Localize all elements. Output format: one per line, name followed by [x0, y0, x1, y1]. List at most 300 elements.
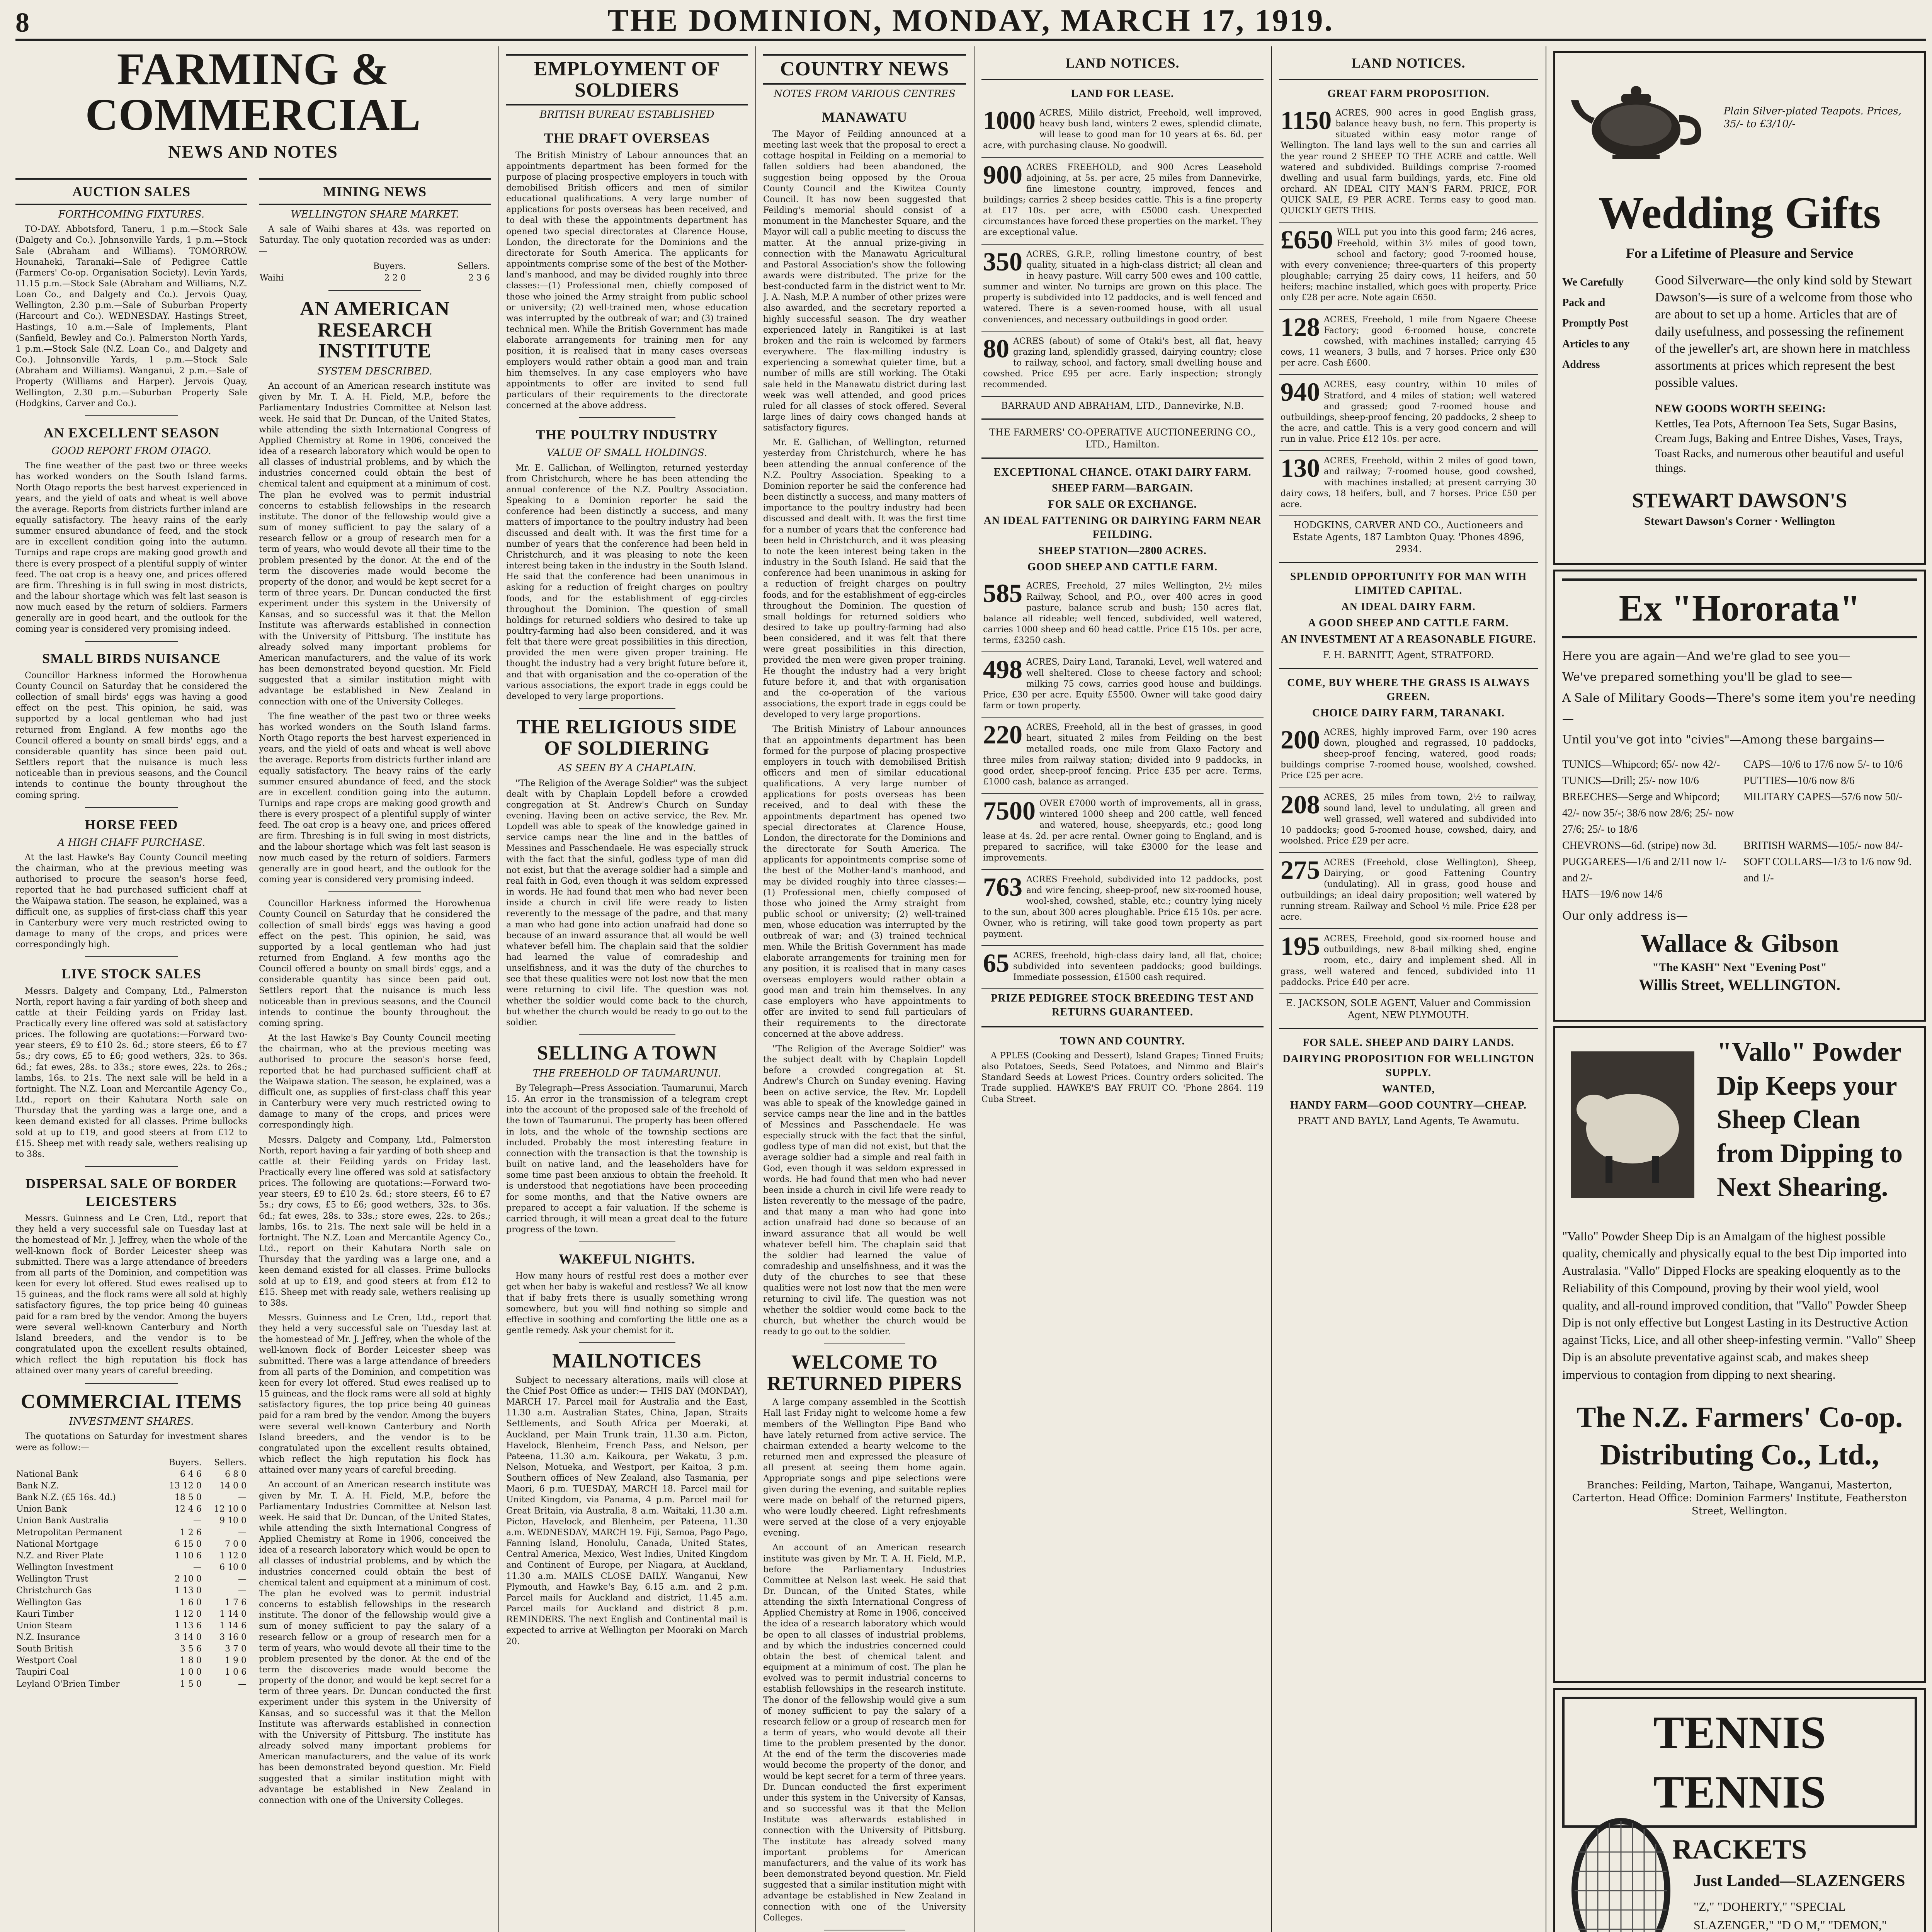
horse-body-cont: At the last Hawke's Bay County Council meeting the chairman, who at the previous meeting was authorised to procure the season's horse feed, reported that he had purchased sufficient chaff at the Waipawa station. The season, he explained, was a difficult one, as supplies of first-class chaff this year in Canterbury were very much restricted owing to damage to many of the crops, and prices were correspondingly high.: [259, 1033, 491, 1130]
share-price-cell: 2 10 0: [174, 1574, 202, 1584]
divider: [981, 418, 1264, 420]
share-price-cell: 3 5 6: [180, 1644, 202, 1654]
table-row: [15, 1469, 247, 1480]
land-ad-acreage: 200: [1281, 724, 1320, 754]
shares-header-cell: [15, 1457, 157, 1469]
divider: [85, 1166, 178, 1167]
share-price-cell: 6 10 0: [219, 1563, 247, 1573]
share-price-cell: —: [238, 1493, 247, 1503]
hororata-item: TUNICS—Whipcord; 65/- now 42/-: [1562, 758, 1720, 770]
land-ad-acreage: 585: [983, 578, 1022, 608]
hororata-title: Ex "Hororata": [1562, 578, 1917, 638]
hororata-item: BREECHES—Serge and Whipcord; 42/- now 35/-; 38/6 now 28/6; 25/- now 27/6; 25/- to 18/6: [1562, 791, 1734, 835]
manawatu-body-cont2: The British Ministry of Labour announces that an appointments department has been formed for the purpose of placing prospective employers in touch with demobilised British officers and men of similar educational qualifications. A very large number of applications for posts overseas has been received, and to deal with these the appointments department has opened two special directorates at Clarence House, London, the directorate for the Dominions and the directorate for South America. The applicants for appointments comprise some of the best of the Mother-land's manhood, and may be divided roughly into three classes:—(1) Professional men, chiefly composed of those who joined the Army straight from public school or university; (2) well-trained men, whose education was interrupted by the outbreak of war; and (3) trained technical men. While the British Government has made elaborate arrangements for training men for any position, it is realised that in many cases overseas employers would rather obtain a good man and train him themselves. In any case employers who have appointments to offer are invited to send full particulars of their requirements to the directorate concerned at the above address.: [763, 724, 966, 1039]
hororata-item-row: [1562, 838, 1917, 854]
tennis-models: "Z," "DOHERTY," "SPECIAL SLAZENGER," "D O M," "DEMON,": [1694, 1900, 1887, 1932]
share-price-cell: 1 12 0: [219, 1551, 247, 1561]
manawatu-body: The Mayor of Feilding announced at a meeting last week that the proposal to erect a cottage hospital in Feilding on a memorial to fallen soldiers had been abandoned, the suggestion being opposed by the Oroua County Council and the Kiwitea County Council. It has now been suggested that Feilding's memorial should consist of a monument in the Manchester Square, and the Mayor will call a public meeting to discuss the matter. At the annual prize-giving in connection with the Manawatu Agricultural and Pastoral Association's show the following awards were distributed. The prize for the best-conducted farm in the district went to Mr. J. A. Nash, M.P. A number of other prizes were also awarded, and the secretary reported a highly successful season. The dry weather experienced lately in Rangitikei is at last broken and the rain is welcomed by farmers everywhere. The flax-milling industry is experiencing a somewhat quieter time, but a number of mills are still working. The Otaki sale held in the Manawatu district during last week was well attended, and good prices ruled for all classes of stock offered. Several large lines of dairy cows changed hands at satisfactory figures.: [763, 129, 966, 433]
section-subtitle: NEWS AND NOTES: [168, 142, 338, 162]
divider: [1279, 668, 1538, 669]
divider: [1279, 562, 1538, 563]
land-ad-acreage: 220: [983, 720, 1022, 750]
divider: [328, 290, 421, 291]
table-row: [259, 261, 491, 272]
religious-kicker: AS SEEN BY A CHAPLAIN.: [558, 762, 696, 774]
wedding-sidebar-line: Pack and: [1562, 297, 1605, 309]
share-name-cell: South British: [16, 1644, 73, 1654]
hororata-item: CHEVRONS—6d. (stripe) now 3d.: [1562, 839, 1716, 852]
share-price-cell: 1 5 0: [180, 1679, 202, 1689]
land-ad: [981, 946, 1264, 989]
land-ad-body: ACRES, Freehold, good six-roomed house and outbuildings, new 8-bail milking shed, engine room, etc., dairy and implement shed. All in grass, well watered and fenced, subdivided into 11 paddocks. Price £40 per acre.: [1281, 934, 1536, 987]
display-ads-column: [1553, 46, 1926, 1932]
land-ads-group-d: [1279, 723, 1538, 994]
shares-header-row: [15, 1457, 247, 1469]
land-ad-acreage: 65: [983, 948, 1009, 978]
season-body: The fine weather of the past two or three weeks has worked wonders on the South Island farms. North Otago reports the best harvest experienced in years, and the yield of oats and wheat is well above the average. Reports from districts further inland are equally satisfactory. The heavy rains of the early summer ensured abundance of feed, and the stock are in excellent condition going into the autumn. Turnips and rape crops are making good growth and there is every prospect of a plentiful supply of winter feed. The oat crop is a heavy one, and prices offered are firm. Threshing is in full swing in most districts, and the labour shortage which was felt last season is now much eased by the return of soldiers. Farmers generally are in good heart, and the outlook for the coming year is considered very promising indeed.: [15, 461, 247, 634]
land-ad: [981, 652, 1264, 718]
employment-kicker: BRITISH BUREAU ESTABLISHED: [539, 109, 714, 121]
poultry-heading: THE POULTRY INDUSTRY: [536, 427, 718, 443]
land-ad-acreage: £650: [1281, 225, 1333, 255]
share-price-cell: 12 10 0: [214, 1504, 247, 1514]
mining-heading: MINING NEWS: [259, 178, 491, 205]
land-ad-acreage: 128: [1281, 312, 1320, 342]
wedding-sidebar-line: We Carefully: [1562, 276, 1624, 289]
vallo-ad: [1553, 1026, 1926, 1683]
american-heading: AN AMERICAN RESEARCH INSTITUTE: [300, 298, 450, 362]
divider: [85, 1383, 178, 1384]
land-ad-acreage: 940: [1281, 377, 1320, 407]
mining-kicker: WELLINGTON SHARE MARKET.: [291, 208, 459, 220]
farmers-branches: Branches: Feilding, Marton, Taihape, Wanganui, Masterton, Carterton. Head Office: Dominion Farmers' Institute, Featherston Street, Wellington.: [1572, 1480, 1907, 1517]
share-price-cell: Buyers.: [373, 261, 406, 271]
sheep-bargain-heading: SHEEP FARM—BARGAIN.: [1052, 482, 1193, 495]
farmers-coop-name: The N.Z. Farmers' Co-op. Distributing Co., Ltd.,: [1576, 1401, 1903, 1471]
wakeful-heading: WAKEFUL NIGHTS.: [558, 1251, 696, 1267]
poultry-kicker: VALUE OF SMALL HOLDINGS.: [546, 447, 707, 459]
share-price-cell: —: [238, 1586, 247, 1596]
land-ad-body: ACRES Freehold, subdivided into 12 paddocks, post and wire fencing, sheep-proof, new six-roomed house, wool-shed, cowshed, stable, etc.; country lying nicely to the sun, about 300 acres ploughable. Price £15 10s. per acre. Owner, who is retiring, will take good town property as part payment.: [983, 875, 1262, 939]
table-row: [15, 1492, 247, 1503]
sheep-station-heading: SHEEP STATION—2800 ACRES.: [1038, 544, 1207, 557]
religious-body: "The Religion of the Average Soldier" was the subject dealt with by Chaplain Lopdell before a crowded congregation at St. Andrew's Church on Sunday evening. Having been on active service, the Rev. Mr. Lopdell was able to speak of the knowledge gained in service camps near the line and in the battles of Messines and Passchendaele. He was especially struck with the fact that the sinful, godless type of man did not exist, but that the average soldier had a simple and real faith in God, even though it was seldom expressed in words. He had found that men who had never been inside a church in civil life were ready to listen reverently to the message of the padre, and that many a man who had gone into action unafraid had done so because of an inward assurance that all would be well whatever befell him. The chaplain said that the soldier had learned the value of comradeship and unselfishness, and it was the duty of the churches to see that these qualities were not lost now that the men were returning to civil life. The question was not whether the soldier would come back to the church, but whether the church would be ready to go out to the soldier.: [506, 778, 748, 1027]
good-sheep-heading: GOOD SHEEP AND CATTLE FARM.: [1027, 561, 1218, 573]
wellington-supply-heading: DAIRYING PROPOSITION FOR WELLINGTON SUPPLY.: [1282, 1053, 1534, 1079]
table-row: [259, 272, 491, 284]
agent-jackson: E. JACKSON, SOLE AGENT, Valuer and Commission Agent, NEW PLYMOUTH.: [1286, 997, 1531, 1020]
hororata-item: CAPS—10/6 to 17/6 now 5/- to 10/6: [1743, 758, 1903, 770]
town-country-body: A PPLES (Cooking and Dessert), Island Grapes; Tinned Fruits; also Potatoes, Seeds, Seed Potatoes, and Nimmo and Blair's Standard Seeds at Lowest Prices. Country orders solicited. The Trade supplied. HAWKE'S BAY FRUIT CO. 'Phone 2864. 119 Cuba Street.: [981, 1051, 1264, 1104]
land-ad-acreage: 900: [983, 160, 1022, 189]
divider: [85, 807, 178, 808]
lease-heading: LAND FOR LEASE.: [1071, 88, 1174, 100]
stewart-dawson-ad: [1553, 51, 1926, 565]
share-price-cell: 1 0 0: [180, 1667, 202, 1677]
table-row: [15, 1480, 247, 1492]
share-name-cell: N.Z. and River Plate: [16, 1551, 104, 1561]
table-row: [15, 1655, 247, 1667]
hororata-line: Until you've got into "civies"—Among these bargains—: [1562, 733, 1885, 747]
hororata-item-row: [1562, 886, 1917, 903]
country-news-column: [763, 46, 966, 1932]
share-price-cell: —: [238, 1679, 247, 1689]
share-price-cell: 18 5 0: [174, 1493, 202, 1503]
share-price-cell: —: [193, 1516, 202, 1526]
divider: [85, 415, 178, 416]
american-body-cont2: An account of an American research institute was given by Mr. T. A. H. Field, M.P., before the Parliamentary Industries Committee at Nelson last week. He said that Dr. Duncan, of the United States, while attending the sixth International Congress of Applied Chemistry at Rome in 1906, conceived the idea of a research laboratory which would be open to all classes of industrial problems, and by which the industries concerned could obtain the best of chemical talent and equipment at a minimum of cost. The plan he evolved was to permit industrial concerns to establish fellowships in the research institute. The donor of the fellowship would give a sum of money sufficient to pay the salary of a research fellow or a group of research men for a term of years, who would devote all their time to the problem presented by the donor. At the end of the term the discoveries made would become the property of the donor, and would be kept secret for a term of three years. Dr. Duncan conducted the first experiment under this system in the University of Kansas, and so successful was it that the Mellon Institute was afterwards established in connection with the University of Pittsburg. The institute has already solved many important problems for American manufacturers, and the value of its work has been demonstrated beyond question. Mr. Field suggested that a similar institution might with advantage be established in New Zealand in connection with one of the University Colleges.: [259, 1480, 491, 1805]
racket-illustration: [1563, 1813, 1679, 1932]
hororata-item: PUTTIES—10/6 now 8/6: [1743, 774, 1855, 787]
manawatu-body-cont3: "The Religion of the Average Soldier" was the subject dealt with by Chaplain Lopdell before a crowded congregation at St. Andrew's Church on Sunday evening. Having been on active service, the Rev. Mr. Lopdell was able to speak of the knowledge gained in service camps near the line and in the battles of Messines and Passchendaele. He was especially struck with the fact that the sinful, godless type of man did not exist, but that the average soldier had a simple and real faith in God, even though it was seldom expressed in words. He had found that men who had never been inside a church in civil life were ready to listen reverently to the message of the padre, and that many a man who had gone into action unafraid had done so because of an inward assurance that all would be well whatever befell him. The chaplain said that the soldier had learned the value of comradeship and unselfishness, and it was the duty of the churches to see that these qualities were not lost now that the men were returning to civil life. The question was not whether the soldier would come back to the church, but whether the church would be ready to go out to the soldier.: [763, 1044, 966, 1337]
wedding-sidebar-line: Articles to any: [1562, 338, 1630, 350]
page-header: [15, 4, 1926, 41]
share-price-cell: 1 9 0: [225, 1656, 247, 1666]
divider: [579, 417, 675, 418]
tennis-title: TENNIS TENNIS: [1562, 1697, 1917, 1828]
land-ads-group-b: [981, 576, 1264, 989]
land-ad-body: ACRES, G.R.P., rolling limestone country, of best quality, situated in a high-class district; all clean and in heavy pasture. Will carry 500 ewes and 100 cattle, summer and winter. No turnips are grown on this place. The property is subdivided into 12 paddocks, and is well fenced and watered. There is a seven-roomed house, with all usual conveniences, and necessary outbuildings in good order.: [983, 249, 1262, 325]
commercial-intro: The quotations on Saturday for investment shares were as follow:—: [15, 1432, 247, 1452]
horse-heading: HORSE FEED: [85, 816, 178, 832]
vallo-body: "Vallo" Powder Sheep Dip is an Amalgam of the highest possible quality, chemically and physically equal to the best Dip imported into Australasia. "Vallo" Dipped Flocks are speaking eloquently as to the Reliability of this Compound, proving by their wool yield, wool quality, and all-round improved condition, that "Vallo" Powder Sheep Dip is not only effective but Longest Lasting in its Destructive Action against Ticks, Lice, and all other sheep-infesting vermin. "Vallo" Sheep Dip is an absolute preventative against scab, and makes sheep impervious to contagion from dipping to next shearing.: [1562, 1229, 1916, 1381]
wedding-title: Wedding Gifts: [1598, 187, 1881, 238]
land-ad: [981, 103, 1264, 158]
land-ad-acreage: 80: [983, 333, 1009, 363]
agent-pratt: PRATT AND BAYLY, Land Agents, Te Awamutu.: [1297, 1116, 1520, 1127]
land-ad: [1279, 223, 1538, 310]
shares-header-cell: Sellers.: [214, 1458, 247, 1468]
splendid-heading: SPLENDID OPPORTUNITY FOR MAN WITH LIMITED CAPITAL.: [1290, 571, 1527, 597]
table-row: [15, 1539, 247, 1550]
table-row: [15, 1632, 247, 1643]
share-price-cell: 9 10 0: [219, 1516, 247, 1526]
land-ad: [1279, 375, 1538, 451]
season-kicker: GOOD REPORT FROM OTAGO.: [51, 445, 211, 457]
teapot-illustration: [1562, 60, 1716, 176]
land-ad: [1279, 723, 1538, 788]
column-rule: [974, 46, 975, 1932]
divider: [579, 1034, 675, 1035]
country-heading: COUNTRY NEWS: [763, 54, 966, 85]
land-notices-heading: LAND NOTICES.: [1065, 55, 1180, 71]
land-ad-acreage: 498: [983, 655, 1022, 684]
land-ad-acreage: 763: [983, 872, 1022, 902]
farming-col-right: [259, 170, 491, 1810]
table-row: [15, 1609, 247, 1620]
share-name-cell: Bank N.Z.: [16, 1481, 59, 1491]
nuisance-body-cont: Councillor Harkness informed the Horowhenua County Council on Saturday that he considered the collection of small birds' eggs was having a good effect on the pest. This opinion, he said, was supported by a local gentleman who had just returned from England. A few months ago the Council offered a bounty on small birds' eggs, and a considerable quantity has since been paid out. Settlers report that the nuisance is much less noticeable than in previous seasons, and the Council intends to continue the bounty throughout the coming spring.: [259, 899, 491, 1028]
share-price-cell: —: [238, 1574, 247, 1584]
choice-dairy-heading: CHOICE DAIRY FARM, TARANAKI.: [1312, 707, 1505, 719]
land-ad: [981, 870, 1264, 946]
share-name-cell: Westport Coal: [16, 1656, 77, 1666]
share-name-cell: Union Steam: [16, 1621, 73, 1631]
tennis-subtitle: RACKETS: [1672, 1834, 1807, 1865]
share-price-cell: —: [193, 1563, 202, 1573]
manawatu-heading: MANAWATU: [821, 109, 908, 125]
ideal-dairy-heading: AN IDEAL DAIRY FARM.: [1341, 600, 1476, 613]
land-ad-body: ACRES, highly improved Farm, over 190 acres down, ploughed and regrassed, 10 paddocks, sheep-proof fencing, watered, good roads; buildings comprise 7-roomed house, woolshed, cowshed. Price £25 per acre.: [1281, 727, 1536, 781]
table-row: [15, 1620, 247, 1632]
wakeful-body: How many hours of restful rest does a mother ever get when her baby is wakeful and restless? We all know that if baby frets there is usually something wrong somewhere, but you will find nothing so simple and effective in soothing and comforting the little one as a gentle remedy. Ask your chemist for it.: [506, 1271, 748, 1336]
land-ad-body: ACRES (about) of some of Otaki's best, all flat, heavy grazing land, splendidly grassed, dairying country; close to railway, school, and factory, small dwelling house and cowshed. Price £95 per acre. Early inspection; strongly recommended.: [983, 336, 1262, 390]
wallace-address: Willis Street, WELLINGTON.: [1639, 976, 1840, 994]
hororata-item: PUGGAREES—1/6 and 2/11 now 1/- and 2/-: [1562, 855, 1727, 884]
share-price-cell: 1 14 6: [219, 1621, 247, 1631]
mail-body: Subject to necessary alterations, mails will close at the Chief Post Office as under:— THIS DAY (MONDAY), MARCH 17. Parcel mail for Australia and the East, 11.30 a.m. Australian States, China, Japan, Straits Settlements, and South Africa per Moeraki, at Auckland, per Main Trunk train, 11.30 a.m. Picton, Havelock, Blenheim, French Pass, and Nelson, per Pateena, 11.30 a.m. Kaikoura, per Wakatu, 3 p.m. Nelson, Motueka, and Westport, per Kaitoa, 3 p.m. Southern offices of New Zealand, also Tasmania, per Maori, 6 p.m. TUESDAY, MARCH 18. Parcel mail for United Kingdom, via Panama, 4 p.m. Parcel mail for Great Britain, via Australia, 8 a.m. Waitaki, 11.30 a.m. Picton, Havelock, and Blenheim, per Pateena, 11.30 a.m. WEDNESDAY, MARCH 19. Fiji, Samoa, Pago Pago, Fanning Island, Honolulu, Canada, United States, Central America, Mexico, West Indies, United Kingdom and Continent of Europe, per Niagara, at Auckland, 11.30 a.m. MAILS CLOSE DAILY. Wanganui, New Plymouth, and Hawke's Bay, 6.15 a.m. and 2 p.m. Parcel mails for Auckland and district, 11.45 a.m. Parcel mails for Auckland and district 8 p.m. REMINDERS. The next English and Continental mail is expected to arrive at Wellington per Mooraki on March 20.: [506, 1375, 748, 1646]
sale-exchange-heading: FOR SALE OR EXCHANGE.: [1048, 498, 1197, 511]
land-notices-right: [1279, 46, 1538, 1932]
column-rule: [755, 46, 756, 1932]
employment-body: The British Ministry of Labour announces that an appointments department has been formed for the purpose of placing prospective employers in touch with demobilised British officers and men of similar educational qualifications. A very large number of applications for posts overseas has been received, and to deal with these the appointments department has opened two special directorates at Clarence House, London, the directorate for the Dominions and the directorate for South America. The applicants for appointments comprise some of the best of the Mother-land's manhood, and may be divided roughly into three classes:—(1) Professional men, chiefly composed of those who joined the Army straight from public school or university; (2) well-trained men, whose education was interrupted by the outbreak of war; and (3) trained technical men. While the British Government has made elaborate arrangements for training men for any position, it is realised that in many cases overseas employers would rather obtain a good man and train him themselves. In any case employers who have appointments to offer are invited to send full particulars of their requirements to the directorate concerned at the above address.: [506, 150, 748, 411]
wallace-name: Wallace & Gibson: [1640, 929, 1839, 958]
land-ad: [1279, 103, 1538, 223]
auction-kicker: FORTHCOMING FIXTURES.: [58, 208, 205, 220]
for-sale-heading: FOR SALE. SHEEP AND DAIRY LANDS.: [1303, 1037, 1514, 1049]
table-row: [15, 1527, 247, 1539]
table-row: [15, 1573, 247, 1585]
divider: [981, 457, 1264, 459]
hororata-line: A Sale of Military Goods—There's some item you're needing—: [1562, 691, 1916, 726]
hororata-item: HATS—19/6 now 14/6: [1562, 888, 1663, 900]
employment-column: [506, 46, 748, 1932]
grass-heading: COME, BUY WHERE THE GRASS IS ALWAYS GREEN.: [1287, 677, 1530, 703]
american-body-cont: The fine weather of the past two or three weeks has worked wonders on the South Island farms. North Otago reports the best harvest experienced in years, and the yield of oats and wheat is well above the average. Reports from districts further inland are equally satisfactory. The heavy rains of the early summer ensured abundance of feed, and the stock are in excellent condition going into the autumn. Turnips and rape crops are making good growth and there is every prospect of a plentiful supply of winter feed. The oat crop is a heavy one, and prices offered are firm. Threshing is in full swing in most districts, and the labour shortage which was felt last season is now much eased by the return of soldiers. Farmers generally are in good heart, and the outlook for the coming year is considered very promising indeed.: [259, 711, 491, 885]
share-name-cell: National Mortgage: [16, 1539, 99, 1549]
town-body: By Telegraph—Press Association. Taumarunui, March 15. An error in the transmission of a telegram crept into the account of the proposed sale of the freehold of the town of Taumarunui. The property has been offered in lots, and the whole of the township sections are included. Probably the most interesting feature in connection with the transaction is that the township is built on native land, and the leaseholders have for some time past been anxious to obtain the freehold. It is understood that negotiations have been proceeding for some months, and that the Native owners are prepared to accept a fair valuation. If the scheme is carried through, it will mean a great deal to the future progress of the town.: [506, 1083, 748, 1235]
wedding-sidebar-line: Promptly Post: [1562, 317, 1629, 330]
agent-barraud: BARRAUD AND ABRAHAM, LTD., Dannevirke, N.B.: [1001, 400, 1244, 411]
hororata-item-row: [1562, 854, 1917, 886]
land-ad: [1279, 929, 1538, 994]
share-name-cell: Union Bank: [16, 1504, 67, 1514]
agent-farmers: THE FARMERS' CO-OPERATIVE AUCTIONEERING CO., LTD., Hamilton.: [989, 427, 1256, 450]
land-ad-body: OVER £7000 worth of improvements, all in grass, wintered 1000 sheep and 200 cattle, well fenced and watered, house, sheepyards, etc.; good long lease at 4s. 2d. per acre rental. Owner going to England, and is prepared to sacrifice, will take £3000 for the lease and improvements.: [983, 799, 1262, 863]
table-row: [15, 1585, 247, 1597]
mining-body: A sale of Waihi shares at 43s. was reported on Saturday. The only quotation recorded was as under:—: [259, 224, 491, 256]
land-ad-body: ACRES, Freehold, 27 miles Wellington, 2½ miles Railway, School, and P.O., over 400 acres in good pasture, balance scrub and bush; 150 acres flat, balance all rideable; well fenced, subdivided, well watered, carries 1000 sheep and 60 head cattle. Price £15 10s. per acre, terms, £3250 cash.: [983, 581, 1262, 646]
share-name-cell: [259, 261, 322, 272]
hororata-item-row: [1562, 789, 1917, 838]
land-ad: [981, 245, 1264, 332]
sheep-illustration: [1563, 1044, 1702, 1206]
land-ads-group-a: [981, 103, 1264, 397]
share-price-cell: 1 14 0: [219, 1609, 247, 1619]
table-row: [15, 1562, 247, 1573]
hororata-item: TUNICS—Drill; 25/- now 10/6: [1562, 774, 1699, 787]
table-row: [15, 1597, 247, 1609]
stewart-name: STEWART DAWSON'S: [1632, 489, 1847, 512]
divider: [579, 708, 675, 709]
horse-body: At the last Hawke's Bay County Council meeting the chairman, who at the previous meeting was authorised to procure the season's horse feed, reported that he had purchased sufficient chaff at the Waipawa station. The season, he explained, was a difficult one, as supplies of first-class chaff this year in Canterbury were very much restricted owing to damage to many of the crops, and prices were correspondingly high.: [15, 853, 247, 950]
divider: [328, 891, 421, 892]
hororata-item: MILITARY CAPES—57/6 now 50/-: [1743, 791, 1903, 803]
religious-heading: THE RELIGIOUS SIDE OF SOLDIERING: [517, 716, 737, 759]
hororata-item-row: [1562, 773, 1917, 789]
divider: [981, 1026, 1264, 1027]
table-row: [15, 1503, 247, 1515]
share-name-cell: Leyland O'Brien Timber: [16, 1679, 120, 1689]
divider: [85, 956, 178, 957]
land-ad: [981, 794, 1264, 870]
land-ad-acreage: 1150: [1281, 105, 1332, 135]
dispersal-body-cont: Messrs. Guinness and Le Cren, Ltd., report that they held a very successful sale on Tuesday last at the homestead of Mr. J. Jeffrey, when the whole of the well-known flock of Border Leicester sheep was submitted. There was a large attendance of breeders from all parts of the Dominion, and competition was keen for every lot offered. Stud ewes realised up to 15 guineas, and the flock rams were all sold at highly satisfactory figures, the top price being 40 guineas paid for a ram bred by the vendor. Among the buyers were several well-known Canterbury and North Island breeders, and the vendor is to be congratulated upon the excellent results obtained, which reflect the high reputation his flock has attained over many years of careful breeding.: [259, 1313, 491, 1475]
land-ad: [981, 576, 1264, 652]
agent-hodgkins: HODGKINS, CARVER AND CO., Auctioneers and Estate Agents, 187 Lambton Quay. 'Phones 4896, 2934.: [1293, 520, 1524, 554]
column-rule: [498, 46, 499, 1932]
town-heading: SELLING A TOWN: [537, 1042, 717, 1065]
auction-heading: AUCTION SALES: [15, 178, 247, 205]
welcome-body: A large company assembled in the Scottish Hall last Friday night to welcome home a few members of the Wellington Pipe Band who have lately returned from active service. The chairman extended a hearty welcome to the returned men and expressed the pleasure of all present at seeing them home again. Appropriate songs and pipe selections were given during the evening, and suitable replies were made on behalf of the returned pipers, who were loudly cheered. Light refreshments were served at the close of a very enjoyable evening.: [763, 1398, 966, 1538]
wanted-heading: WANTED,: [1382, 1083, 1435, 1095]
table-row: [15, 1515, 247, 1527]
land-ad: [981, 332, 1264, 397]
manawatu-body-cont: Mr. E. Gallichan, of Wellington, returned yesterday from Christchurch, where he has been attending the annual conference of the N.Z. Poultry Association. Speaking to a Dominion reporter he said the conference had been distinctly a success, and many matters of importance to the poultry industry had been discussed and dealt with. It was the first time for a number of years that the conference had been held in Christchurch, and it was pleasing to note the keen interest being taken in the industry in the South Island. He said that the conference had been unanimous in asking for a reduction of freight charges on poultry foods, and for the establishment of egg-circles throughout the Dominion. The question of small holdings for returned soldiers who desired to take up poultry-farming had also been considered, and it was felt that there were great possibilities in this direction, provided the men were given proper training. He thought the industry had a very bright future before it, and that with organisation and the co-operation of the various associations, the export trade in eggs could be developed to very large proportions.: [763, 438, 966, 720]
livestock-heading: LIVE STOCK SALES: [61, 966, 201, 982]
land-ad: [981, 158, 1264, 245]
stewart-address: Stewart Dawson's Corner · Wellington: [1644, 515, 1835, 528]
poultry-body: Mr. E. Gallichan, of Wellington, returned yesterday from Christchurch, where he has been attending the annual conference of the N.Z. Poultry Association. Speaking to a Dominion reporter he said the conference had been distinctly a success, and many matters of importance to the poultry industry had been discussed and dealt with. It was the first time for a number of years that the conference had been held in Christchurch, and it was pleasing to note the keen interest being taken in the industry in the South Island. He said that the conference had been unanimous in asking for a reduction of freight charges on poultry foods, and for the establishment of egg-circles throughout the Dominion. The question of small holdings for returned soldiers who desired to take up poultry-farming had also been considered, and it was felt that there were great possibilities in this direction, provided the men were given proper training. He thought the industry had a very bright future before it, and that with organisation and the co-operation of the various associations, the export trade in eggs could be developed to very large proportions.: [506, 463, 748, 701]
share-price-cell: 1 7 6: [225, 1597, 247, 1607]
share-name-cell: Wellington Trust: [16, 1574, 88, 1584]
wedding-sidebar: [1562, 272, 1647, 391]
land-ad-body: ACRES, Freehold, within 2 miles of good town, and railway; 7-roomed house, good cowshed, with machines installed; at present carrying 30 dairy cows, 18 heifers, bull, and 7 horses. Price £50 per acre.: [1281, 456, 1536, 509]
share-price-cell: 1 8 0: [180, 1656, 202, 1666]
livestock-body: Messrs. Dalgety and Company, Ltd., Palmerston North, report having a fair yarding of both sheep and cattle at their Feilding yards on Friday last. Practically every line offered was sold at satisfactory prices. The following are quotations:—Forward two-year steers, £9 to £10 2s. 6d.; store steers, £6 to £7 5s.; dry cows, £5 to £6; good wethers, 32s. to 36s. 6d.; fat ewes, 28s. to 33s.; store ewes, 22s. to 26s.; lambs, 16s. to 21s. The next sale will be held in a fortnight. The N.Z. Loan and Mercantile Agency Co., Ltd., report on their Kahutara North sale on Thursday that the yarding was a large one, and a keen demand existed for all classes. Prime bullocks sold at up to £19, and good steers at from £12 to £15. Sheep met with ready sale, wethers realising up to 38s.: [15, 986, 247, 1159]
share-price-cell: Sellers.: [457, 261, 490, 271]
wallace-sub: "The KASH" Next "Evening Post": [1652, 961, 1827, 974]
wedding-body: Good Silverware—the only kind sold by Stewart Dawson's—is sure of a welcome from those who are about to set up a home. Articles that are of daily usefulness, and possessing the refinement of the jeweller's art, are shown here in matchless assortments at prices which represent the best possible values.: [1655, 273, 1913, 390]
land-ad-acreage: 350: [983, 247, 1022, 276]
exchange-heading: EXCEPTIONAL CHANCE. OTAKI DAIRY FARM.: [993, 466, 1252, 478]
tennis-landed: Just Landed—SLAZENGERS: [1694, 1872, 1905, 1890]
share-price-cell: 1 2 6: [180, 1527, 202, 1537]
hororata-item: BRITISH WARMS—105/- now 84/-: [1743, 839, 1903, 852]
share-name-cell: Union Bank Australia: [16, 1516, 109, 1526]
share-price-cell: 1 10 6: [174, 1551, 202, 1561]
land-ad-body: ACRES, freehold, high-class dairy land, all flat, choice; subdivided into seventeen paddocks; good buildings. Immediate possession, £1500 cash required.: [1013, 951, 1262, 983]
land-ad: [1279, 310, 1538, 375]
share-name-cell: Wellington Investment: [16, 1563, 114, 1573]
draft-heading: THE DRAFT OVERSEAS: [544, 130, 710, 146]
agent-barnitt: F. H. BARNITT, Agent, STRATFORD.: [1323, 650, 1494, 661]
land-ad-acreage: 208: [1281, 790, 1320, 820]
land-notices-heading-2: LAND NOTICES.: [1351, 55, 1466, 71]
land-ad: [1279, 451, 1538, 516]
farming-section: [15, 46, 491, 1932]
hororata-closing: Our only address is—: [1562, 909, 1688, 923]
nuisance-body: Councillor Harkness informed the Horowhenua County Council on Saturday that he considered the collection of small birds' eggs was having a good effect on the pest. This opinion, he said, was supported by a local gentleman who had just returned from England. A few months ago the Council offered a bounty on small birds' eggs, and a considerable quantity has since been paid out. Settlers report that the nuisance is much less noticeable than in previous seasons, and the Council intends to continue the bounty throughout the coming spring.: [15, 670, 247, 800]
welcome-heading: WELCOME TO RETURNED PIPERS: [767, 1351, 962, 1395]
wedding-sidebar-line: Address: [1562, 358, 1600, 371]
prize-heading: PRIZE PEDIGREE STOCK BREEDING TEST AND RETURNS GUARANTEED.: [991, 992, 1254, 1019]
share-price-cell: 1 0 6: [225, 1667, 247, 1677]
share-name-cell: Kauri Timber: [16, 1609, 74, 1619]
sheep-cattle-heading: A GOOD SHEEP AND CATTLE FARM.: [1308, 617, 1509, 629]
hororata-item-row: [1562, 757, 1917, 773]
table-row: [15, 1667, 247, 1678]
share-price-cell: 12 4 6: [174, 1504, 202, 1514]
table-row: [15, 1679, 247, 1690]
land-ad-body: ACRES, Freehold, all in the best of grasses, in good heart, situated 2 miles from Feilding on the best metalled roads, one mile from Glaxo Factory and three miles from railway station; divided into 9 paddocks, in good order, sheep-proof fencing. Price £35 per acre. Terms, £1000 cash, balance as arranged.: [983, 723, 1262, 787]
divider: [579, 1342, 675, 1343]
land-ad-acreage: 7500: [983, 796, 1036, 826]
land-ad-body: ACRES, Mililo district, Freehold, well improved, heavy bush land, winters 2 ewes, splendid climate, will lease to good man for 10 years at 6s. 6d. per acre, with purchasing clause. No goodwill.: [983, 108, 1262, 151]
dispersal-heading: DISPERSAL SALE OF BORDER LEICESTERS: [26, 1176, 237, 1209]
share-name-cell: Taupiri Coal: [16, 1667, 69, 1677]
land-ad: [981, 718, 1264, 794]
share-name-cell: Metropolitan Permanent: [16, 1527, 122, 1537]
land-ad-body: ACRES, Dairy Land, Taranaki, Level, well watered and well sheltered. Close to cheese factory and school; milking 75 cows, carries good house and buildings. Price, £30 per acre. Equity £5500. Owner will take good dairy farm or town property.: [983, 657, 1262, 711]
land-ad-body: ACRES, Freehold, 1 mile from Ngaere Cheese Factory; good 6-roomed house, concrete cowshed, with machines installed; carrying 45 cows, 11 weaners, 3 bulls, and 7 horses. Price only £30 per acre. Cash £600.: [1281, 315, 1536, 368]
share-price-cell: 3 16 0: [219, 1633, 247, 1643]
horse-kicker: A HIGH CHAFF PURCHASE.: [57, 837, 206, 849]
dispersal-body: Messrs. Guinness and Le Cren, Ltd., report that they held a very successful sale on Tuesday last at the homestead of Mr. J. Jeffrey, when the whole of the well-known flock of Border Leicester sheep was submitted. There was a large attendance of breeders from all parts of the Dominion, and competition was keen for every lot offered. Stud ewes realised up to 15 guineas, and the flock rams were all sold at highly satisfactory figures, the top price being 40 guineas paid for a ram bred by the vendor. Among the buyers were several well-known Canterbury and North Island breeders, and the vendor is to be congratulated upon the excellent results obtained, which reflect the high reputation his flock has attained over many years of careful breeding.: [15, 1214, 247, 1376]
land-ad-acreage: 1000: [983, 105, 1036, 135]
welcome-body-cont: An account of an American research institute was given by Mr. T. A. H. Field, M.P., before the Parliamentary Industries Committee at Nelson last week. He said that Dr. Duncan, of the United States, while attending the sixth International Congress of Applied Chemistry at Rome in 1906, conceived the idea of a research laboratory which would be open to all classes of industrial problems, and by which the industries concerned could obtain the best of chemical talent and equipment at a minimum of cost. The plan he evolved was to permit industrial concerns to establish fellowships in the research institute. The donor of the fellowship would give a sum of money sufficient to pay the salary of a research fellow or a group of research men for a term of years, who would devote all their time to the problem presented by the donor. At the end of the term the discoveries made would become the property of the donor, and would be kept secret for a term of three years. Dr. Duncan conducted the first experiment under this system in the University of Kansas, and so successful was it that the Mellon Institute was afterwards established in connection with the University of Pittsburg. The institute has already solved many important problems for American manufacturers, and the value of its work has been demonstrated beyond question. Mr. Field suggested that a similar institution might with advantage be established in New Zealand in connection with one of the University Colleges.: [763, 1543, 966, 1923]
land-ad-body: ACRES, 25 miles from town, 2½ to railway, sound land, level to undulating, all green and well grassed, well watered and subdivided into 10 paddocks; good 5-roomed house, cowshed, dairy, and woolshed. Price £29 per acre.: [1281, 793, 1536, 846]
share-name-cell: N.Z. Insurance: [16, 1633, 80, 1643]
hororata-item: SOFT COLLARS—1/3 to 1/6 now 9d. and 1/-: [1743, 855, 1912, 884]
share-price-cell: 1 13 6: [174, 1621, 202, 1631]
column-rule: [1271, 46, 1272, 1932]
auction-body: TO-DAY. Abbotsford, Taneru, 1 p.m.—Stock Sale (Dalgety and Co.). Johnsonville Yards, 1 p.m.—Stock Sale (Abraham and Williams). TOMORROW. Hounaheki, Taranaki—Sale of Pedigree Cattle (Farmers' Co-op. Organisation Society). Levin Yards, 11.15 p.m.—Stock Sale (Abraham and Williams, N.Z. Loan Co., and Dalgety and Co.). Jervois Quay, Wellington, 2.30 p.m.—Sale of Suburban Property (Harcourt and Co.). WEDNESDAY. Hastings Street, Hastings, 10 a.m.—Sale of Implements, Plant (Sanfield, Bewley and Co.). Palmerston North Yards, 1 p.m.—Stock Sale (N.Z. Loan Co., and Dalgety and Co.). Johnsonville Yards, 1 p.m.—Stock Sale (Abraham and Williams). Wanganui, 2 p.m.—Sale of Property (Williams and Harper). Jervois Quay, Wellington, 2.30 p.m.—Suburban Property Sale (Hodgkins, Carver and Co.).: [15, 224, 247, 408]
hororata-line: Here you are again—And we're glad to see you—: [1562, 649, 1850, 663]
share-price-cell: 7 0 0: [225, 1539, 247, 1549]
share-price-cell: 1 6 0: [180, 1597, 202, 1607]
section-title: FARMING & COMMERCIAL: [85, 46, 421, 140]
divider: [981, 79, 1264, 80]
american-body: An account of an American research institute was given by Mr. T. A. H. Field, M.P., before the Parliamentary Industries Committee at Nelson last week. He said that Dr. Duncan, of the United States, while attending the sixth International Congress of Applied Chemistry at Rome in 1906, conceived the idea of a research laboratory which would be open to all classes of industrial problems, and by which the industries concerned could obtain the best of chemical talent and equipment at a minimum of cost. The plan he evolved was to permit industrial concerns to establish fellowships in the research institute. The donor of the fellowship would give a sum of money sufficient to pay the salary of a research fellow or a group of research men for a term of years, who would devote all their time to the problem presented by the donor. At the end of the term the discoveries made would become the property of the donor, and would be kept secret for a term of three years. Dr. Duncan conducted the first experiment under this system in the University of Kansas, and so successful was it that the Mellon Institute was afterwards established in connection with the University of Pittsburg. The institute has already solved many important problems for American manufacturers, and the value of its work has been demonstrated beyond question. Mr. Field suggested that a similar institution might with advantage be established in New Zealand in connection with one of the University Colleges.: [259, 381, 491, 707]
handy-farm-heading: HANDY FARM—GOOD COUNTRY—CHEAP.: [1290, 1099, 1527, 1111]
divider: [1279, 79, 1538, 80]
divider: [85, 641, 178, 642]
land-ad-acreage: 130: [1281, 453, 1320, 483]
vallo-title: "Vallo" Powder Dip Keeps your Sheep Clean from Dipping to Next Shearing.: [1717, 1037, 1903, 1202]
hororata-line: We've prepared something you'll be glad to see—: [1562, 670, 1852, 684]
share-price-cell: 1 13 0: [174, 1586, 202, 1596]
hororata-intro: [1562, 646, 1917, 750]
commercial-kicker: INVESTMENT SHARES.: [69, 1416, 194, 1428]
share-price-cell: 1 12 0: [174, 1609, 202, 1619]
commercial-heading: COMMERCIAL ITEMS: [20, 1390, 242, 1413]
table-row: [15, 1643, 247, 1655]
hororata-item: [1743, 886, 1917, 903]
wedding-goods-list: Kettles, Tea Pots, Afternoon Tea Sets, Sugar Basins, Cream Jugs, Baking and Entree Dishes, Vases, Trays, Toast Racks, and numerous other beautiful and useful things.: [1655, 417, 1904, 474]
land-ad-body: ACRES (Freehold, close Wellington), Sheep, Dairying, or good Fattening Country (undulating). All in grass, good house and outbuildings; an ideal dairy proposition; well watered by running stream. Railway and School ½ mile. Price £28 per acre.: [1281, 858, 1536, 922]
tennis-ad: [1553, 1688, 1926, 1932]
dairying-heading: AN IDEAL FATTENING OR DAIRYING FARM NEAR FEILDING.: [983, 515, 1262, 541]
masthead: THE DOMINION, MONDAY, MARCH 17, 1919.: [607, 3, 1334, 38]
share-name-cell: Wellington Gas: [16, 1597, 82, 1607]
share-price-cell: 3 7 0: [225, 1644, 247, 1654]
share-price-cell: 2 3 6: [468, 273, 490, 283]
livestock-body-cont: Messrs. Dalgety and Company, Ltd., Palmerston North, report having a fair yarding of both sheep and cattle at their Feilding yards on Friday last. Practically every line offered was sold at satisfactory prices. The following are quotations:—Forward two-year steers, £9 to £10 2s. 6d.; store steers, £6 to £7 5s.; dry cows, £5 to £6; good wethers, 32s. to 36s. 6d.; fat ewes, 28s. to 33s.; store ewes, 22s. to 26s.; lambs, 16s. to 21s. The next sale will be held in a fortnight. The N.Z. Loan and Mercantile Agency Co., Ltd., report on their Kahutara North sale on Thursday that the yarding was a large one, and a keen demand existed for all classes. Prime bullocks sold at up to £19, and good steers at from £12 to £15. Sheep met with ready sale, wethers realising up to 38s.: [259, 1135, 491, 1308]
farm-proposition-heading: GREAT FARM PROPOSITION.: [1327, 88, 1490, 100]
divider: [1279, 1028, 1538, 1029]
share-price-cell: —: [238, 1527, 247, 1537]
wedding-subtitle: For a Lifetime of Pleasure and Service: [1626, 245, 1854, 261]
nuisance-heading: SMALL BIRDS NUISANCE: [42, 650, 221, 666]
share-name-cell: National Bank: [16, 1469, 78, 1479]
town-kicker: THE FREEHOLD OF TAUMARUNUI.: [532, 1067, 721, 1079]
mail-heading: MAILNOTICES: [552, 1350, 702, 1372]
land-ad: [1279, 787, 1538, 853]
land-ad-acreage: 195: [1281, 931, 1320, 961]
shares-table: [15, 1457, 247, 1690]
share-name-cell: Christchurch Gas: [16, 1586, 92, 1596]
